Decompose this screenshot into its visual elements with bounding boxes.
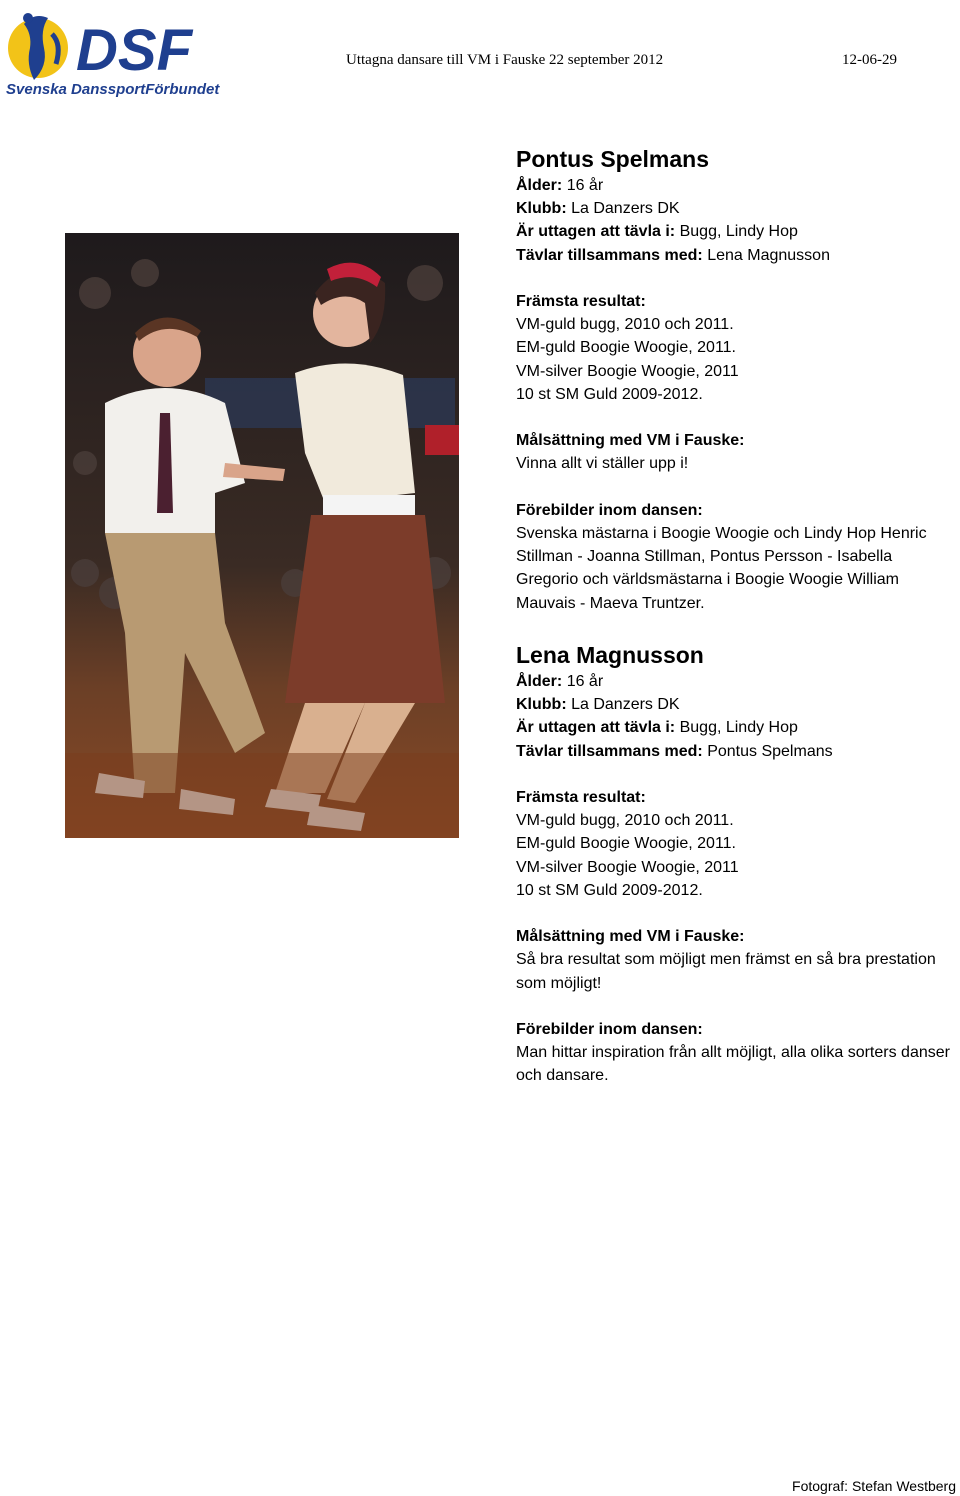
events-row: [516, 220, 956, 243]
logo-text: DSF: [76, 18, 192, 83]
events-value: Bugg, Lindy Hop: [679, 719, 798, 737]
result-item: VM-silver Boogie Woogie, 2011: [516, 858, 739, 876]
age-label: Ålder:: [516, 673, 563, 690]
partner-row: [516, 740, 956, 763]
idols-label: Förebilder inom dansen:: [516, 501, 703, 519]
age-row: [516, 174, 956, 197]
partner-label: Tävlar tillsammans med:: [516, 246, 703, 264]
result-item: VM-guld bugg, 2010 och 2011.: [516, 316, 734, 334]
club-row: [516, 197, 956, 220]
document-title: Uttagna dansare till VM i Fauske 22 september 2012: [346, 52, 664, 68]
dsf-logo: [4, 4, 224, 100]
document-date: 12-06-29: [842, 52, 897, 68]
goal-text: Vinna allt vi ställer upp i!: [516, 455, 689, 473]
result-item: VM-guld bugg, 2010 och 2011.: [516, 812, 734, 830]
events-value: Bugg, Lindy Hop: [679, 223, 798, 241]
results-label: Främsta resultat:: [516, 789, 646, 806]
dancer-profile-1: [516, 145, 956, 615]
result-item: VM-silver Boogie Woogie, 2011: [516, 362, 739, 380]
photographer-credit: Fotograf: Stefan Westberg: [792, 1478, 956, 1494]
age-row: [516, 670, 956, 693]
partner-value: Pontus Spelmans: [707, 742, 833, 760]
dancer-name: Pontus Spelmans: [516, 146, 709, 172]
club-value: La Danzers DK: [571, 696, 680, 714]
events-row: [516, 716, 956, 739]
events-label: Är uttagen att tävla i:: [516, 223, 676, 241]
dancers-photo: [65, 233, 459, 838]
age-value: 16 år: [566, 177, 604, 194]
results-label: Främsta resultat:: [516, 293, 646, 310]
events-label: Är uttagen att tävla i:: [516, 719, 676, 737]
logo-subtitle: Svenska DanssportFörbundet: [6, 81, 220, 98]
result-item: EM-guld Boogie Woogie, 2011.: [516, 339, 736, 357]
idols-text: Svenska mästarna i Boogie Woogie och Lindy Hop Henric Stillman - Joanna Stillman, Pontus Persson - Isabella Gregorio och världsmästarna i Boogie Woogie William Mauvais - Maeva Truntzer.: [516, 525, 927, 612]
age-label: Ålder:: [516, 177, 563, 194]
partner-value: Lena Magnusson: [707, 246, 830, 264]
idols-label: Förebilder inom dansen:: [516, 1021, 703, 1038]
partner-label: Tävlar tillsammans med:: [516, 742, 703, 760]
partner-row: [516, 244, 956, 267]
idols-text: Man hittar inspiration från allt möjligt, alla olika sorters danser och dansare.: [516, 1044, 950, 1085]
club-value: La Danzers DK: [571, 200, 680, 218]
club-label: Klubb:: [516, 200, 567, 218]
club-label: Klubb:: [516, 696, 567, 714]
club-row: [516, 693, 956, 716]
age-value: 16 år: [566, 673, 604, 690]
result-item: 10 st SM Guld 2009-2012.: [516, 385, 703, 403]
goal-label: Målsättning med VM i Fauske:: [516, 432, 745, 450]
goal-label: Målsättning med VM i Fauske:: [516, 928, 745, 946]
result-item: EM-guld Boogie Woogie, 2011.: [516, 835, 736, 853]
dancer-profile-2: [516, 641, 956, 1088]
goal-text: Så bra resultat som möjligt men främst en så bra prestation som möjligt!: [516, 951, 936, 992]
result-item: 10 st SM Guld 2009-2012.: [516, 881, 703, 899]
dancer-name: Lena Magnusson: [516, 642, 704, 668]
